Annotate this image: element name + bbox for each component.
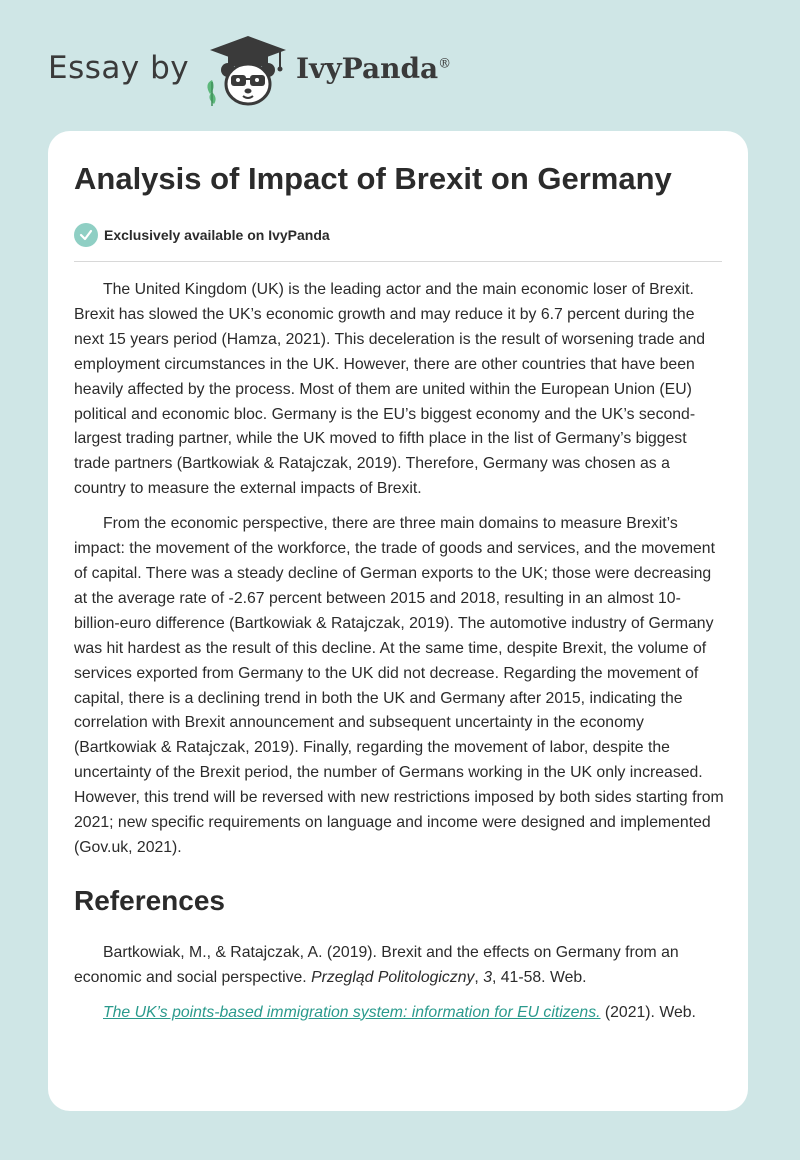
check-circle-icon <box>74 223 98 247</box>
reference-pages: , 41-58. Web. <box>491 968 587 986</box>
reference-journal: Przegląd Politologiczny <box>311 968 475 986</box>
paragraph: From the economic perspective, there are three main domains to measure Brexit’s impact: the movement of the workforce, the trade of goods and services, and the movement of capital. There was a steady decline of German exports to the UK; those were decreasing at the average rate of -2.67 percent between 2015 and 2018, resulting in an almost 10-billion-euro difference (Bartkowiak & Ratajczak, 2019). The automotive industry of Germany was hit hardest as the result of this decline. At the same time, despite Brexit, the volume of services exported from Germany to the UK did not decrease. Regarding the movement of capital, there is a declining trend in both the UK and Germany after 2015, indicating the correlation with Brexit announcement and subsequent uncertainty in the economy (Bartkowiak & Ratajczak, 2019). Finally, regarding the movement of labor, despite the uncertainty of the Brexit period, the number of Germans working in the UK only increased. However, this trend will be reversed with new restrictions imposed by both sides starting from 2021; new specific requirements on language and income were designed and implemented (Gov.uk, 2021). <box>74 515 724 856</box>
essay-card <box>48 131 748 1111</box>
availability-badge <box>74 223 330 247</box>
reference-volume: 3 <box>483 968 492 986</box>
references-heading: References <box>74 884 225 916</box>
brand-name[interactable] <box>296 52 451 85</box>
registered-mark: ® <box>438 56 452 72</box>
reference-rest: (2021). Web. <box>600 1003 696 1021</box>
brand-name-text: IvyPanda <box>296 52 439 85</box>
reference-link[interactable]: The UK’s points-based immigration system: information for EU citizens. <box>103 1003 601 1021</box>
panda-logo-icon[interactable] <box>200 34 296 108</box>
brand-prefix: Essay by <box>48 50 190 86</box>
reference-item <box>74 1001 724 1026</box>
badge-label: Exclusively available on IvyPanda <box>104 227 330 243</box>
reference-separator: , <box>474 968 484 986</box>
page-title: Analysis of Impact of Brexit on Germany <box>74 161 672 196</box>
references-list <box>74 941 724 1026</box>
reference-authors: Bartkowiak, M., & Ratajczak, A. (2019). Brexit and the effects on Germany from an economic and social perspective. <box>74 943 679 986</box>
paragraph: The United Kingdom (UK) is the leading actor and the main economic loser of Brexit. Brexit has slowed the UK’s economic growth and may reduce it by 6.7 percent during the next 15 years period (Hamza, 2021). This deceleration is the result of worsening trade and employment circumstances in the UK. However, there are other countries that have been heavily affected by the process. Most of them are united within the European Union (EU) political and economic bloc. Germany is the EU’s biggest economy and the UK’s second-largest trading partner, while the UK moved to fifth place in the list of Germany’s biggest trade partners (Bartkowiak & Ratajczak, 2019). Therefore, Germany was chosen as a country to measure the external impacts of Brexit. <box>74 281 706 498</box>
divider <box>74 261 722 262</box>
reference-item <box>74 941 724 991</box>
essay-body <box>74 278 724 1036</box>
site-header <box>0 0 800 130</box>
